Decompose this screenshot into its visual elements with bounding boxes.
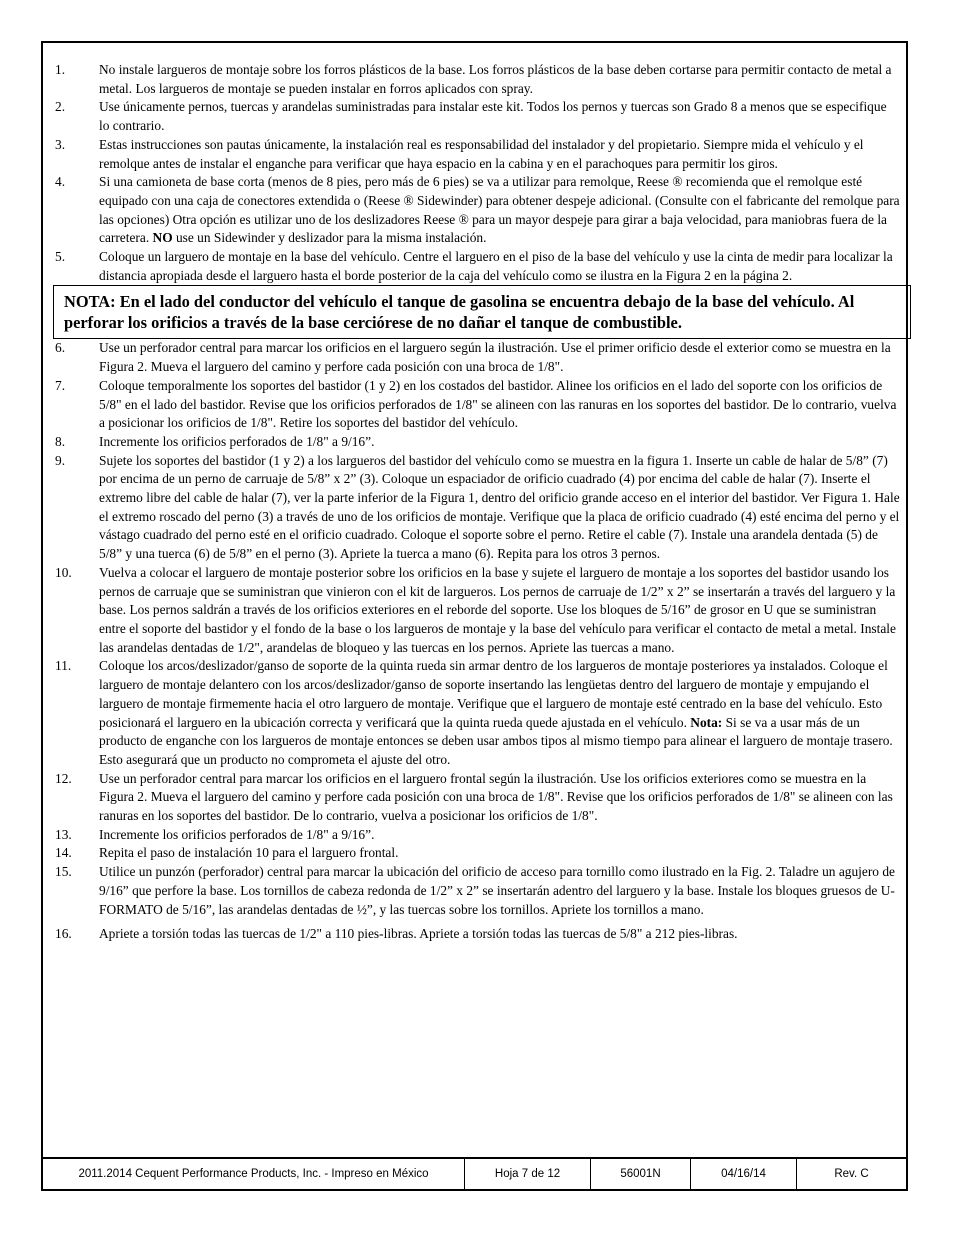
list-item <box>55 339 900 376</box>
item-number: 2. <box>55 99 66 115</box>
footer-date: 04/16/14 <box>691 1159 797 1189</box>
item-number: 16. <box>55 926 72 942</box>
item-text: Apriete a torsión todas las tuercas de 1/2" a 110 pies-libras. Apriete a torsión todas las tuercas de 5/8" a 212 pies-libras. <box>99 926 738 942</box>
item-number: 11. <box>55 658 72 674</box>
list-item <box>55 98 900 135</box>
footer-part-number: 56001N <box>591 1159 691 1189</box>
item-text <box>99 173 900 248</box>
item-emphasis: Nota: <box>690 714 723 730</box>
item-text-part: use un Sidewinder y deslizador para la misma instalación. <box>172 230 487 246</box>
item-text: Repita el paso de instalación 10 para el larguero frontal. <box>99 845 399 861</box>
list-item <box>55 173 900 248</box>
item-number: 8. <box>55 433 66 449</box>
item-number: 5. <box>55 249 66 265</box>
footer <box>43 1157 906 1189</box>
item-text-part: Si se va a usar más de un producto de enganche con los largueros de montaje entonces se deben usar ambos tipos al mismo tiempo para alinear el larguero de montaje trasero. Esto asegurará que un producto no comprometa el ajuste del otro. <box>99 714 893 767</box>
list-item <box>55 248 900 285</box>
item-text: Sujete los soportes del bastidor (1 y 2) a los largueros del bastidor del vehículo como se muestra en la figura 1. Inserte un cable de halar de 5/8” (7) por encima de un perno de carruaje de 5/8” x 2” (3). Coloque un espaciador de orificio cuadrado (4) por encima del cable de halar (7). Inserte el extremo libre del cable de halar (7), ver la parte inferior de la Figura 1, dentro del orificio grande acceso en el interior del bastidor. Ver Figura 1. Hale el extremo roscado del perno (3) a través de uno de los orificios de montaje. Verifique que la placa de orificio cuadrado (4) esté encima del perno y el vástago cuadrado del perno esté en el orificio cuadrado. Coloque el soporte sobre el perno. Retire el cable (7). Instale una arandela dentada (5) de 5/8” y una tuerca (6) de 5/8” en el perno (3). Apriete la tuerca a mano (6). Repita para los otros 3 pernos. <box>99 452 900 562</box>
item-number: 12. <box>55 770 72 786</box>
item-text: Incremente los orificios perforados de 1/8" a 9/16”. <box>99 826 375 842</box>
item-number: 3. <box>55 136 66 152</box>
list-item <box>55 433 900 452</box>
item-emphasis: NO <box>152 230 173 246</box>
item-text-part: Si una camioneta de base corta (menos de 8 pies, pero más de 6 pies) se va a utilizar para remolque, Reese ® recomienda que el remolque esté equipado con una caja de conectores extendida o (Reese ® Sidewinder) para obtener despeje adicional. (Consulte con el fabricante del remolque para las opciones) Otra opción es utilizar uno de los deslizadores Reese ® para un mayor despeje para girar a baja velocidad, para maniobras fuera de la carretera. <box>99 174 900 246</box>
list-item <box>55 925 900 944</box>
list-item <box>55 826 900 845</box>
footer-page: Hoja 7 de 12 <box>465 1159 591 1189</box>
list-item <box>55 770 900 826</box>
item-text <box>99 657 900 769</box>
item-text: Use únicamente pernos, tuercas y arandelas suministradas para instalar este kit. Todos los pernos y tuercas son Grado 8 a menos que se especifique lo contrario. <box>99 99 887 134</box>
item-number: 15. <box>55 864 72 880</box>
item-text: Estas instrucciones son pautas únicamente, la instalación real es responsabilidad del instalador y del propietario. Siempre mida el vehículo y el remolque antes de instalar el enganche para verificar que haya espacio en la cabina y en el parachoques para permitir los giros. <box>99 136 864 171</box>
list-item <box>55 136 900 173</box>
instruction-list <box>55 339 900 944</box>
list-item <box>55 564 900 658</box>
item-number: 10. <box>55 564 72 580</box>
instruction-list <box>55 61 900 285</box>
footer-copyright: 2011.2014 Cequent Performance Products, Inc. - Impreso en México <box>43 1159 465 1189</box>
item-text: Use un perforador central para marcar los orificios en el larguero frontal según la ilustración. Use los orificios exteriores como se muestra en la Figura 2. Mueva el larguero del camino y perfore cada posición con una broca de 1/8". Revise que los orificios perforados de 1/8" se alineen con las ranuras en los soportes del bastidor. De lo contrario, vuelva a posicionar los orificios de 1/8". <box>99 770 893 824</box>
item-text-part: Coloque los arcos/deslizador/ganso de soporte de la quinta rueda sin armar dentro de los largueros de montaje posteriores ya instalados. Coloque el larguero de montaje delantero con los arcos/deslizador/ganso de soporte insertando las lengüetas dentro del larguero de montaje y empujando el larguero de montaje firmemente hacia el otro larguero de montaje. Verifique que el larguero de montaje esté centrado en la base del vehículo. Esto posicionará el larguero en la ubicación correcta y verificará que la quinta rueda quede ajustada en el vehículo. <box>99 658 888 730</box>
item-text: Coloque un larguero de montaje en la base del vehículo. Centre el larguero en el piso de la base del vehículo y use la cinta de medir para localizar la distancia apropiada desde el larguero hasta el borde posterior de la caja del vehículo como se ilustra en la Figura 2 en la página 2. <box>99 249 893 283</box>
item-number: 14. <box>55 845 72 861</box>
instructions <box>55 61 900 944</box>
footer-revision: Rev. C <box>834 1168 869 1180</box>
page-frame <box>41 41 908 1191</box>
item-text: No instale largueros de montaje sobre los forros plásticos de la base. Los forros plásticos de la base deben cortarse para permitir contacto de metal a metal. Los largueros de montaje se pueden instalar en forros aplicados con spray. <box>99 62 892 96</box>
warning-note: NOTA: En el lado del conductor del vehículo el tanque de gasolina se encuentra debajo de la base del vehículo. Al perforar los orificios a través de la base cerciórese de no dañar el tanque de combustible. <box>53 285 911 339</box>
item-text: Incremente los orificios perforados de 1/8" a 9/16”. <box>99 433 375 449</box>
item-number: 7. <box>55 377 66 393</box>
item-text: Vuelva a colocar el larguero de montaje posterior sobre los orificios en la base y sujete el larguero de montaje a los soportes del bastidor usando los pernos de carruaje que se suministran que vinieron con el kit de largueros. Los pernos de carruaje de 1/2” x 2” se insertarán a través del larguero y la base. Los pernos saldrán a través de los orificios exteriores en el reborde del soporte. Use los bloques de 5/16” de grosor en U que se suministran entre el soporte del bastidor y el fondo de la base o los largueros de montaje y la base del vehículo para verificar el contacto de metal a metal. Instale las arandelas dentadas de 1/2", arandelas de bloqueo y las tuercas en los pernos. Apriete las tuercas a mano. <box>99 564 896 655</box>
list-item <box>55 657 900 769</box>
list-item <box>55 844 900 863</box>
item-number: 4. <box>55 174 66 190</box>
item-number: 1. <box>55 62 66 77</box>
item-text: Use un perforador central para marcar los orificios en el larguero según la ilustración. Use el primer orificio desde el exterior como se muestra en la Figura 2. Mueva el larguero del camino y perfore cada posición con una broca de 1/8". <box>99 340 891 375</box>
list-item <box>55 377 900 433</box>
list-item <box>55 863 900 919</box>
item-text: Coloque temporalmente los soportes del bastidor (1 y 2) en los costados del bastidor. Alinee los orificios en el lado del soporte con los orificios de 5/8" en el lado del bastidor. Revise que los orificios perforados de 1/8" se alineen con las ranuras en los soportes del bastidor. De lo contrario, vuelva a posicionar los orificios de 1/8". Retire los soportes del bastidor del vehículo. <box>99 377 897 431</box>
list-item <box>55 452 900 564</box>
item-number: 13. <box>55 826 72 842</box>
list-item <box>55 61 900 98</box>
item-number: 9. <box>55 452 66 468</box>
item-number: 6. <box>55 340 66 356</box>
item-text: Utilice un punzón (perforador) central para marcar la ubicación del orificio de acceso para tornillo como ilustrado en la Fig. 2. Taladre un agujero de 9/16” que perfore la base. Los tornillos de cabeza redonda de 1/2” x 2” se insertarán adentro del larguero y la base. Instale los bloques gruesos de U-FORMATO de 5/16”, las arandelas dentadas de ½”, y las tuercas sobre los tornillos. Apriete los tornillos a mano. <box>99 864 895 917</box>
